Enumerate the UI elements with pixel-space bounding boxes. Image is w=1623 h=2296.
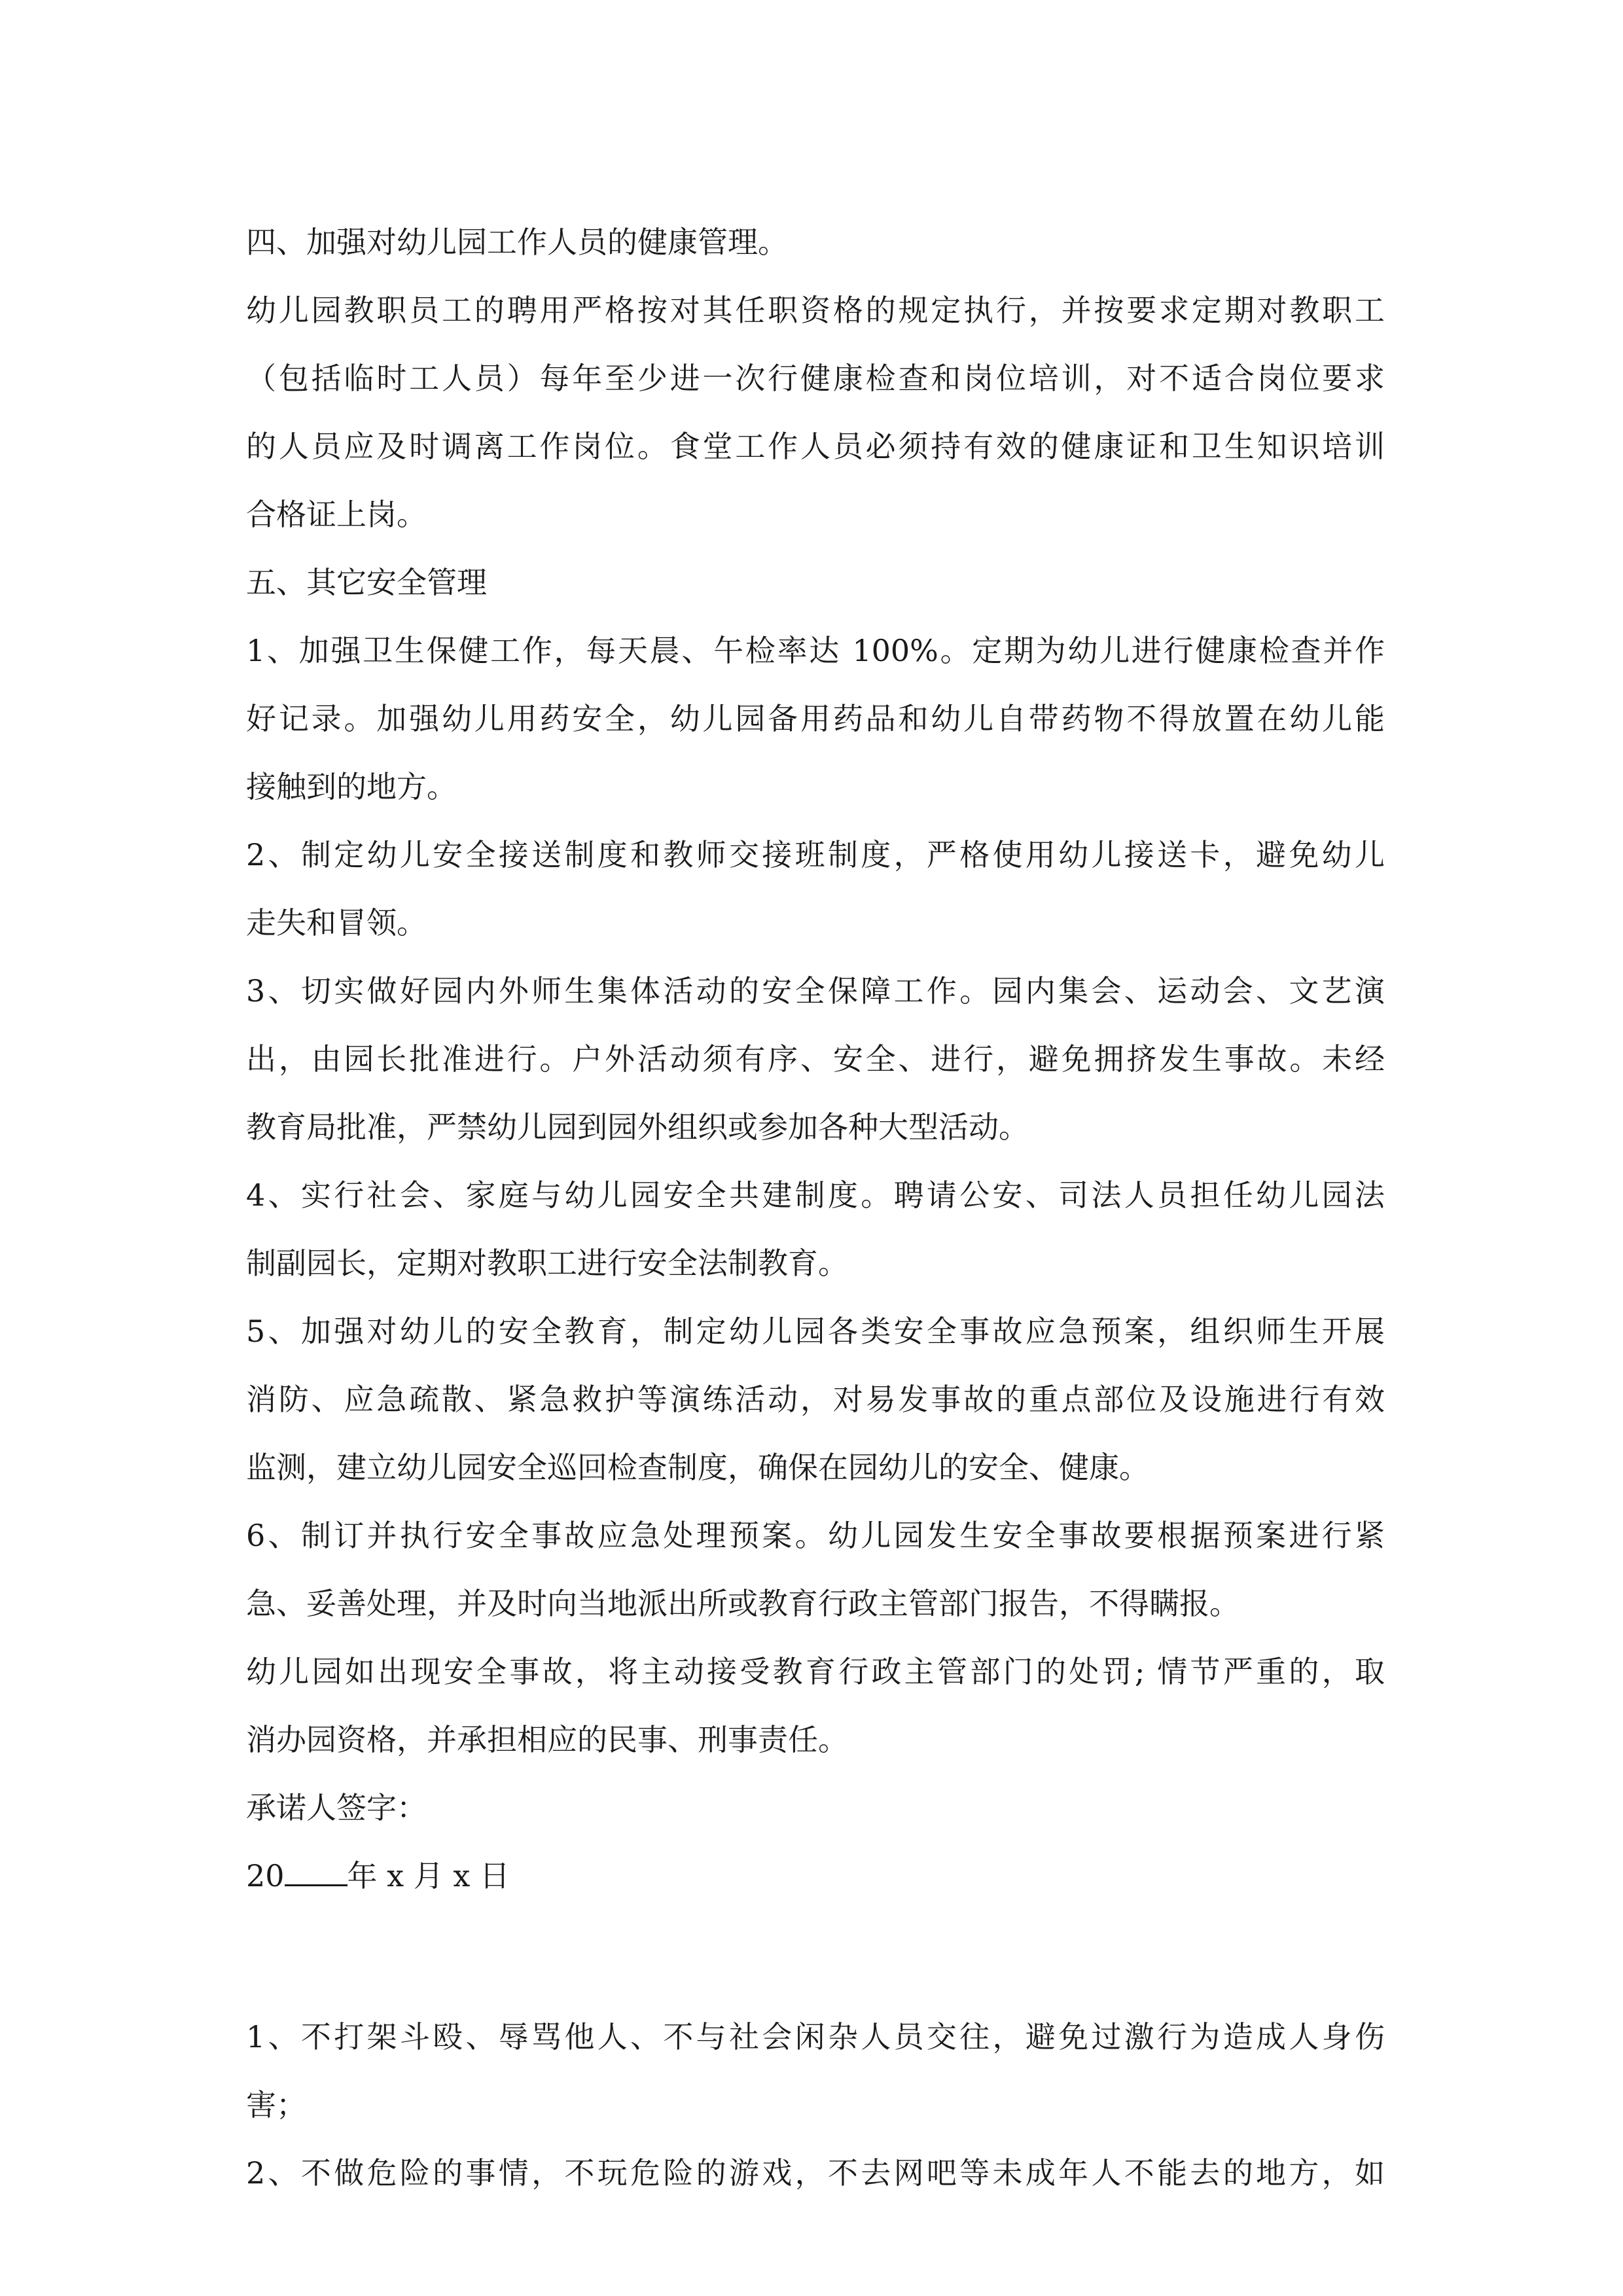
next-list-item-1-line: 1、不打架斗殴、辱骂他人、不与社会闲杂人员交往，避免过激行为造成人身伤 [246, 2019, 1385, 2054]
closing-statement-line: 幼儿园如出现安全事故，将主动接受教育行政主管部门的处罚; 情节严重的，取 [246, 1654, 1385, 1689]
section-5-item-6-line: 6、制订并执行安全事故应急处理预案。幼儿园发生安全事故要根据预案进行紧 [246, 1518, 1385, 1553]
section-5-item-3-line: 出，由园长批准进行。户外活动须有序、安全、进行，避免拥挤发生事故。未经 [246, 1041, 1385, 1077]
section-5-item-4-line: 制副园长，定期对教职工进行安全法制教育。 [246, 1246, 848, 1281]
signature-label: 承诺人签字： [246, 1790, 427, 1825]
date-suffix: 年 x 月 x 日 [347, 1858, 510, 1893]
section-5-item-4-line: 4、实行社会、家庭与幼儿园安全共建制度。聘请公安、司法人员担任幼儿园法 [246, 1177, 1385, 1213]
section-5-item-1-line: 1、加强卫生保健工作，每天晨、午检率达 100%。定期为幼儿进行健康检查并作 [246, 633, 1385, 668]
section-5-item-1-line: 好记录。加强幼儿用药安全，幼儿园备用药品和幼儿自带药物不得放置在幼儿能 [246, 701, 1385, 736]
section-5-item-2-line: 走失和冒领。 [246, 905, 427, 941]
section-5-item-3-line: 3、切实做好园内外师生集体活动的安全保障工作。园内集会、运动会、文艺演 [246, 973, 1385, 1009]
section-5-item-3-line: 教育局批准，严禁幼儿园到园外组织或参加各种大型活动。 [246, 1109, 1029, 1145]
next-list-item-1-line: 害； [246, 2087, 306, 2123]
closing-statement-line: 消办园资格，并承担相应的民事、刑事责任。 [246, 1722, 848, 1757]
section-5-item-6-line: 急、妥善处理，并及时向当地派出所或教育行政主管部门报告，不得瞒报。 [246, 1586, 1240, 1621]
document-page [246, 208, 1385, 2207]
section-5-item-2-line: 2、制定幼儿安全接送制度和教师交接班制度，严格使用幼儿接送卡，避免幼儿 [246, 837, 1385, 872]
next-list-item-2-line: 2、不做危险的事情，不玩危险的游戏，不去网吧等未成年人不能去的地方，如 [246, 2155, 1385, 2191]
section-4-heading: 四、加强对幼儿园工作人员的健康管理。 [246, 224, 788, 260]
section-5-heading: 五、其它安全管理 [246, 565, 487, 600]
section-4-body-line: 合格证上岗。 [246, 497, 427, 532]
section-4-body-line: （包括临时工人员）每年至少进一次行健康检查和岗位培训，对不适合岗位要求 [246, 361, 1385, 396]
section-4-body-line: 幼儿园教职员工的聘用严格按对其任职资格的规定执行，并按要求定期对教职工 [246, 293, 1385, 328]
section-5-item-5-line: 监测，建立幼儿园安全巡回检查制度，确保在园幼儿的安全、健康。 [246, 1450, 1149, 1485]
section-5-item-1-line: 接触到的地方。 [246, 769, 457, 804]
date-year-blank [285, 1859, 348, 1886]
section-5-item-5-line: 消防、应急疏散、紧急救护等演练活动，对易发事故的重点部位及设施进行有效 [246, 1382, 1385, 1417]
section-4-body-line: 的人员应及时调离工作岗位。食堂工作人员必须持有效的健康证和卫生知识培训 [246, 429, 1385, 464]
section-5-item-5-line: 5、加强对幼儿的安全教育，制定幼儿园各类安全事故应急预案，组织师生开展 [246, 1314, 1385, 1349]
date-year-prefix: 20 [246, 1858, 285, 1893]
section-gap [246, 1910, 1385, 2003]
signature-date [246, 1842, 1385, 1910]
